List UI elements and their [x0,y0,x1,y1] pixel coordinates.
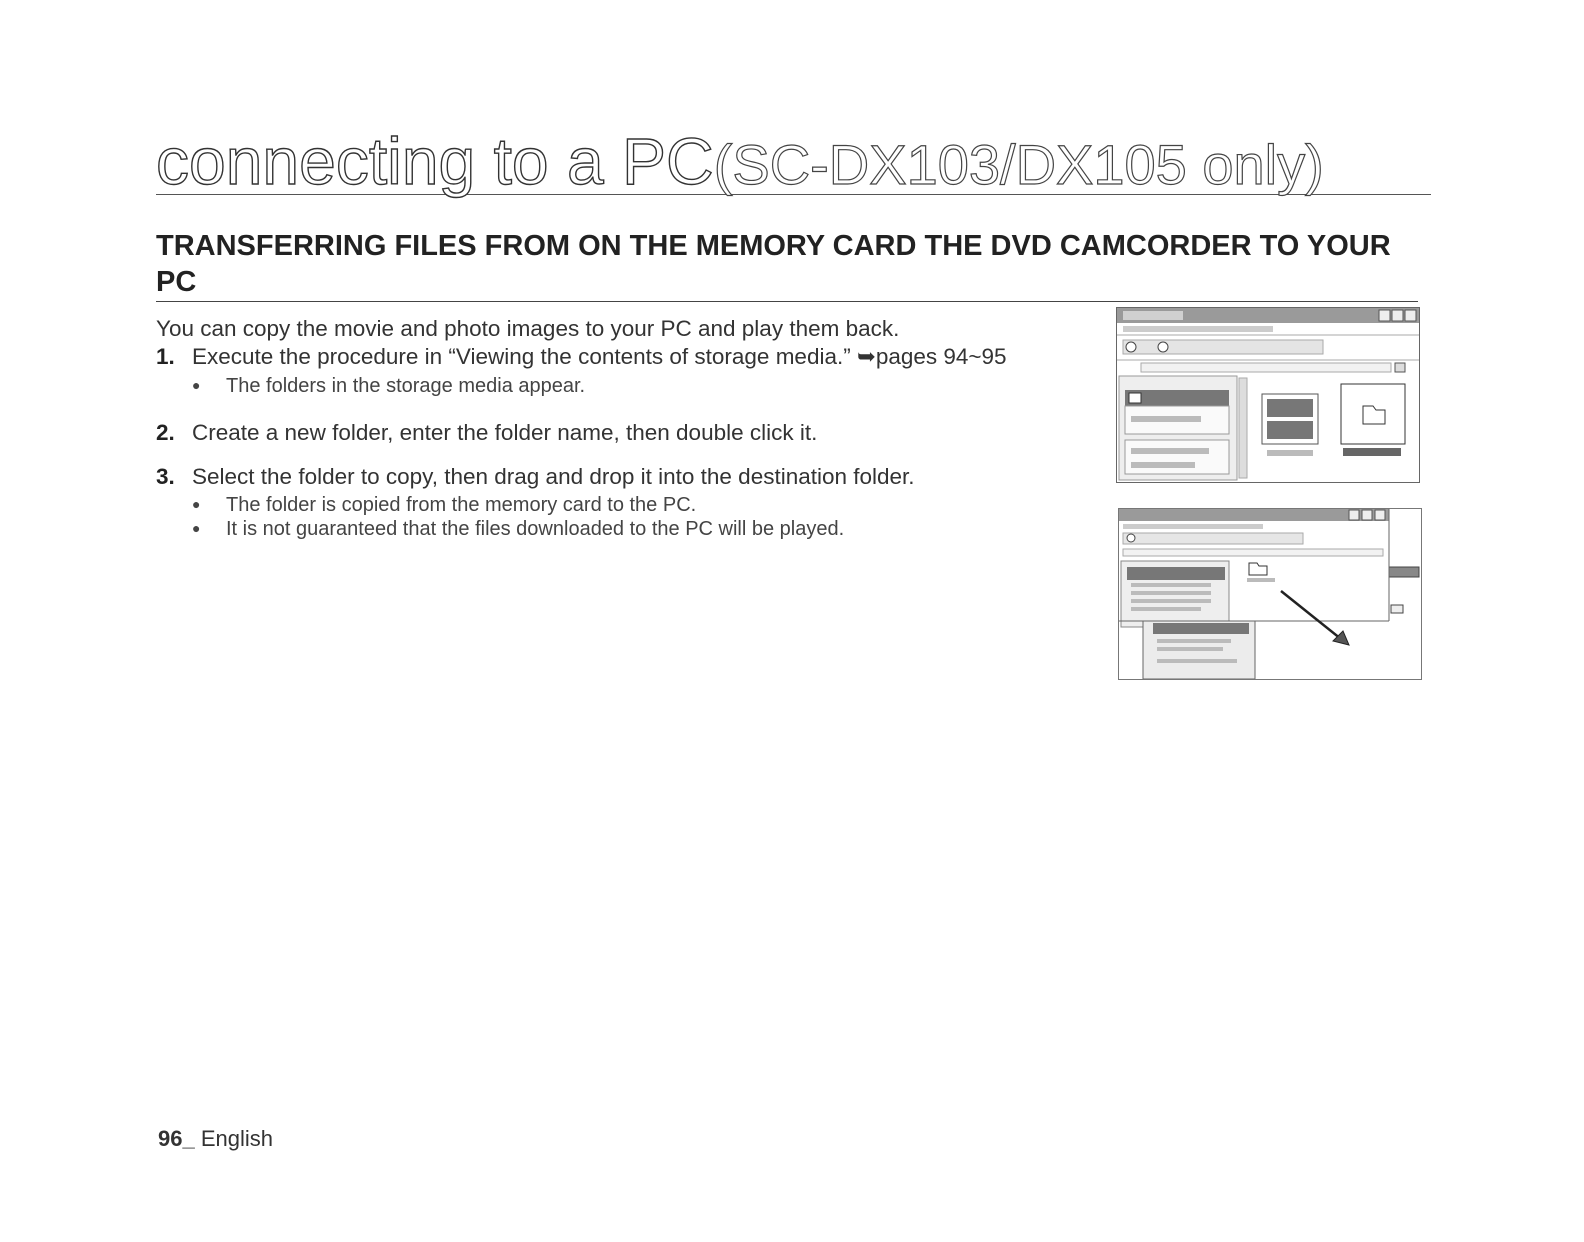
step-3-bullet-2: ● It is not guaranteed that the files downloaded to the PC will be played. [192,518,845,540]
bullet-icon: ● [192,496,201,512]
page-title-main: connecting to a PC [156,124,714,198]
section-heading: TRANSFERRING FILES FROM ON THE MEMORY CARD THE DVD CAMCORDER TO YOUR PC [156,228,1418,302]
step-3-bullet-1: ● The folder is copied from the memory card to the PC. [192,494,697,516]
bullet-icon: ● [192,377,201,393]
step-text: Execute the procedure in “Viewing the contents of storage media.” ➥pages 94~95 [192,344,1007,369]
page-language: English [200,1126,273,1151]
step-2 [156,420,817,446]
intro-text: You can copy the movie and photo images to your PC and play them back. [156,316,900,341]
step-1 [156,344,1007,370]
step-1-bullet-1: ● The folders in the storage media appear. [192,375,586,397]
step-number: 2. [156,420,175,445]
page-title [156,124,1431,198]
explorer-window-graphic-1 [1117,308,1419,482]
step-text: Create a new folder, enter the folder name, then double click it. [192,420,818,445]
drag-drop-graphic [1119,509,1421,679]
page-title-sub: (SC-DX103/DX105 only) [713,133,1324,196]
step-3 [156,464,915,490]
step-text: Select the folder to copy, then drag and drop it into the destination folder. [192,464,915,489]
explorer-screenshot-1 [1116,307,1420,483]
bullet-icon: ● [192,520,201,536]
page-number: 96_ [158,1126,195,1151]
drag-drop-screenshot-2 [1118,508,1422,680]
page-footer [158,1126,273,1152]
step-number: 1. [156,344,175,369]
step-number: 3. [156,464,175,489]
